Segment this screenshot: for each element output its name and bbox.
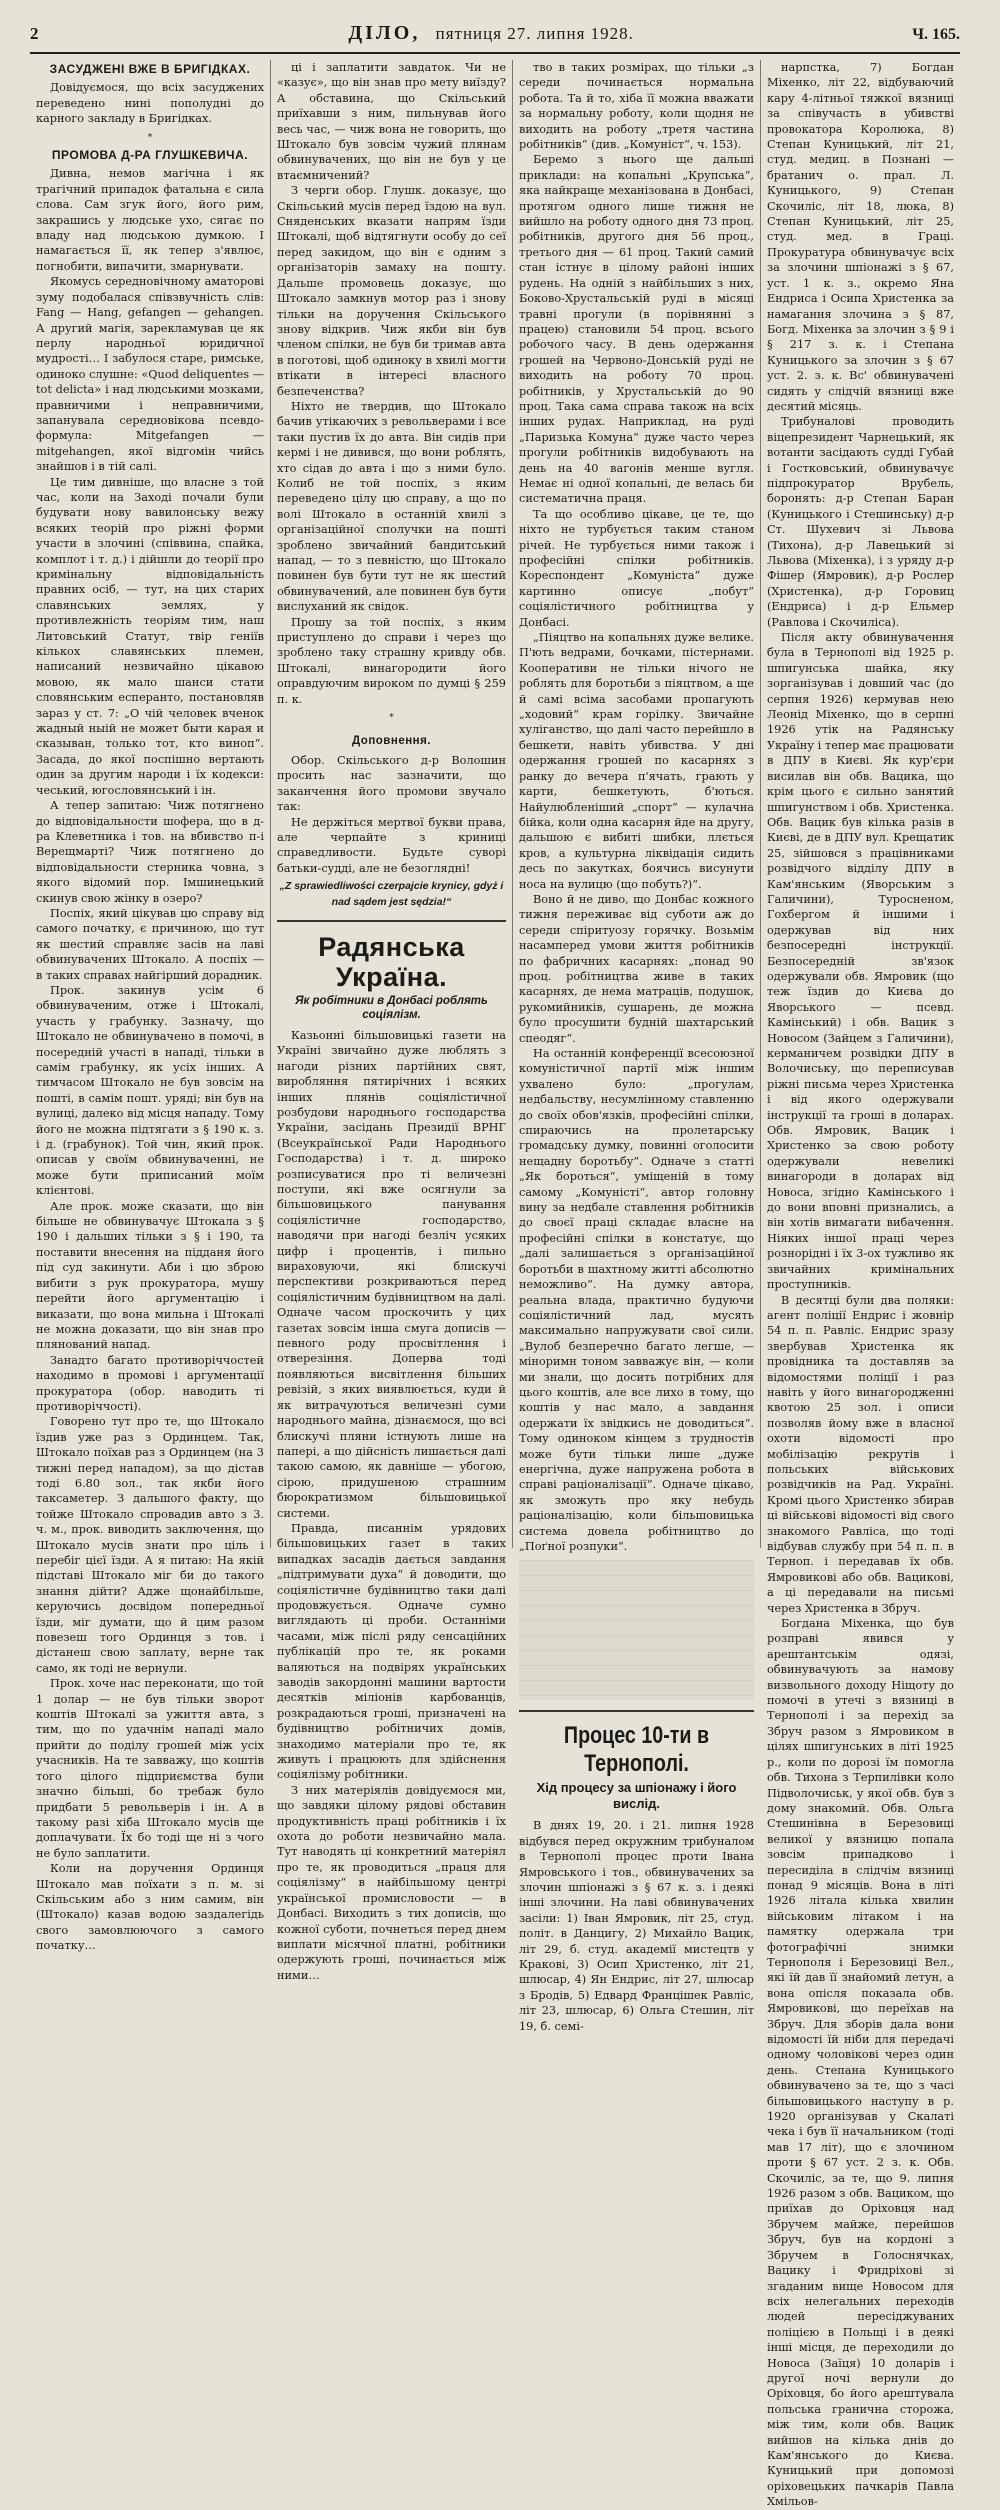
masthead-title — [70, 22, 912, 45]
latin-quote: „Z sprawiedliwości czerpajcie krynicy, gdyż i nad sądem jest sędzia!“ — [279, 880, 504, 908]
article-paragraph: В днях 19, 20. і 21. липня 1928 відбувся перед окружним трибуналом в Тернополі процес проти Івана Ямровського і тов., обвинувачених за злочин шпіонажі з § 67 к. з. і деякі інші злочини. На лаві обвинувачених засіли: 1) Іван Ямровик, літ 25, студ. політ. в Данцигу, 2) Михайло Вацик, літ 29, б. студ. академії мистецтв у Кракові, 3) Осип Христенко, літ 21, шлюсар, 4) Ян Ендрис, літ 27, шлюсар з Бродів, 5) Едвард Францішек Равліс, літ 23, шлюсар, 6) Ольга Стешин, літ 19, б. семі- — [519, 1819, 754, 2033]
issue-number: Ч. 165. — [912, 26, 960, 43]
addendum-heading: Доповнення. — [351, 735, 432, 748]
donbas-continuation — [519, 60, 754, 1554]
article-paragraph: Це тим дивніше, що власне з той час, коли на Заході почали були будувати нову вавилонську вежу всяких теорій про ріжні форми участи в злочині (співвина, спайка, комплот і т. д.) і дійшли до теорії про кримінальну відповідальність правних осіб, — тут, на цих старих славянських землях, у противлежність теоріям тим, наш Литовський Статут, твір геніїв кількох славянських племен, написаний незвичайно цікавою мовою, як мало шанси стати словянським есперанто, постановляв зараз у ст. 7: „О чій человек вченок жадный ныій не может быти карая и сказыван, только тот, кто виноп“. Засада, до якої поспішно вертають один за другим народи і їх кодекси: чеський, югословянський і ін. — [36, 475, 264, 797]
article-paragraph: З черги обор. Глушк. доказує, що Скільський мусів перед їздою на вул. Сняденських вказати напрям їзди Штокалі, щоб відтягнути особу до сеї перед закидом, що він є одним з організаторів замаху на пошту. Дальше промовець доказує, що Штокало замкнув мотор раз і знову тільки на доручення Скільського знову відкрив. Чиж якби він був членом спілки, не був би тримав авта в поготові, щоб одиноку в хвилі могти втікати в інтересі власного безпеченства? — [277, 184, 506, 398]
article-paragraph: Беремо з нього ще дальші приклади: на копальні „Крупська“, яка найкраще механізована в Донбасі, протягом одного лише тижня не вийшло на роботу одного дня 73 проц. робітників, другого дня 56 проц., третього дня — 61 проц. Такий самий стан істнує в цілому районі інших рудень. На одній з найбільших з них, Боково-Хрустальській руді в місяці травні прогули (в порівнянні з працею) становили 54 проц. всього робочого часу. В день одержання грошей на Червоно-Донській руді не виходить на роботу 70 проц. робітників, у Хрустальській до 90 проц. Така сама справа також на всіх інших рудах. Наприклад, на руді „Паризька Комуна“ дуже часто через прогули робітників видобувають на день на 40 вагонів менше вугля. Немає ні одної копальні, де велась би систематична праця. — [519, 153, 754, 506]
section-rule — [519, 1710, 754, 1712]
issue-date: пятниця 27. липня 1928. — [435, 24, 634, 43]
speech-paragraphs — [36, 166, 264, 1953]
article-paragraph: Обор. Скільського д-р Волошин просить нас зазначити, що заканчення його промови звучало так: — [277, 753, 506, 814]
article-paragraph: Та що особливо цікаве, це те, що ніхто не турбується таким станом річей. Не турбується ними також і професійні спілки робітників. Кореспондент „Комуніста“ дуже картинно описує „побут“ соціялістичного робітництва у Донбасі. — [519, 507, 754, 629]
article-paragraph: Занадто багато противоріччостей находимо в промові і аргументації прокуратора (обор. наводить ті противоріччості). — [36, 1353, 264, 1413]
article-paragraph: тво в таких розмірах, що тільки „з середи починається нормальна робота. Та й то, хіба її можна вважати за нормальну роботу, коли щодня не виходить на роботу „третя частина робітників“ (див. „Комуніст“, ч. 153). — [519, 61, 754, 152]
article-paragraph: В десятці були два поляки: агент поліції Ендрис і жовнір 54 п. п. Равліс. Ендрис зразу звербував Христенка як провідника та доставляв за відомостями поліції і раз навіть у його винагородженні квотою 25 зол. і описи позволяв йому вже в власної охоти відомості про мобілізацію рекрутів і польських військових розвідчиків на Рад. Україні. Кромі цього Христенко збирав ці військові відомості від свого знакомого Равліса, що тоді відбував службу при 54 п. п. в Терноп. і передавав їх обв. Ямровикові або обв. Вацикові, а ці передавали на письмі через Христенка в Збруч. — [767, 1293, 954, 1615]
article-paragraph: нарпстка, 7) Богдан Міхенко, літ 22, відбуваючий кару 4-літньої тяжкої вязниці за співучасть в убивстві провокатора Королюка, 8) Степан Куницький, літ 21, студ. медиц. в Познані — братанич о. прал. Л. Куницького, 9) Степан Скочиліс, літ 18, люка, 8) Степан Куницький, літ 25, студ. мед. в Граці. Прокуратура обвинувачує всіх за злочини шпіонажі з § 67, уст. 1 к. з., окремо Яна Ендриса і Осипа Христенка за намагання злочина з § 87, Богд. Міхенка за злочин з § 9 і § 217 з. к. і Степана Куницького за злочин з § 67 уст. 2. з. к. Вс' обвинувачені сидять у слідчій вязниці вже десятий місяць. — [767, 61, 954, 413]
addendum-paragraphs — [277, 753, 506, 876]
article-paragraph: А тепер запитаю: Чиж потягнено до відповідальности шофера, що в д-ра Клеветника і тов. на вбивство п-і Верещмарті? Чиж потягнено до відповідальности стерника човна, з якого відомий пор. Імшинецький скинув свою жінку в озеро? — [36, 799, 264, 905]
column-2 — [270, 60, 512, 1982]
trial-paragraphs — [519, 1818, 754, 2034]
article-subheading-trial: Хід процесу за шпіонажу і його вислід. — [536, 1780, 737, 1812]
article-paragraph: Воно й не диво, що Донбас кожного тижня переживає від суботи аж до середи спіритуозу горячку. Возьмім насамперед умови життя робітників по фабричних касарнях: „понад 90 проц. робітництва живе в таких касарнях, де нема матраців, подушок, рукомийників, сушарень, де можна було просушити будній шахтарський спеодяг“. — [519, 892, 754, 1045]
article-paragraph: На останній конференції всесоюзної комуністичної партії між іншим ухвалено було: „прогулам, недбальству, несумлінному ставленню до своїх обов'язків, професійні спілки, спираючись на пролетарську громадську думку, повинні оголосити нещадну боротьбу“. Одначе з статті „Як бороться“, уміщеній в тому самому „Комуністі“, автор головну вину за недбале ставлення робітників до своєї праці складає власне на професійні спілки в констатує, що „далі залишається з організаційної боротьби в шахтному житті абсолютно неможливо“. На думку автора, реальна влада, практично будуючи соціялістичний лад, мусять максимально напружувати свої сили. „Вулоб безперечно багато легше, — міноримн тоном завважує він, — коли ми знали, що досить потрібних для цього коштів, але все лихо в тому, що коштів у нас мало, а завдання одержати їх звідкись не доводиться“. Тому одиноком кінцем з трудностів може бути тільки лише „дуже енергічна, дуже напружена робота в справі раціоналізації“. Одначе цікаво, як зможуть про яку небудь раціоналізацію, коли більшовицька система довела робітництво до „Поґної розпуки“. — [519, 1047, 754, 1553]
article-paragraph: Прошу за той поспіх, з яким приступлено до справи і через що зроблено таку страшну кривду обв. Штокалі, винагородити його оправдуючим вироком по думці § 259 п. к. — [277, 615, 506, 706]
article-paragraph: Довідуємося, що всіх засуджених переведено нині пополудні до карного закладу в Бригідках. — [36, 81, 264, 126]
article-columns — [30, 60, 960, 2509]
article-heading-soviet-ukraine: Радянська Україна. — [318, 931, 465, 992]
article-paragraph: Поспіх, який цікував цю справу від самого початку, є причиною, що тут як шестий справляє засів на лаві обвинувачених Штокало. А поспіх — в таких справах найгірший дорадник. — [36, 906, 264, 982]
column-3 — [512, 60, 760, 2033]
article-paragraph: Ніхто не твердив, що Штокало бачив утікаючих з револьверами і все таки пустив їх до авта. Він сидів при кермі і не дивився, що вони роблять, хто сідав до авта і що з ними було. Колиб не той поспіх, з яким переведено цілу цю справу, а що по волі Штокало в останній хвилі з організаційної сполучки на пошті зроблено звичайний бандитський напад, — то з певністю, що Штокало повинен був бути тут не як шестий обвинувачений, але повинен був бути вислуханий як свідок. — [277, 399, 506, 614]
column-1 — [30, 60, 270, 1953]
section-divider-star: * — [389, 713, 394, 724]
page-number: 2 — [30, 24, 39, 43]
article-paragraph: Якомусь середновічному аматорові зуму подобалася співзвучність слів: Fang — Hang, gefangen — gehangen. А другий магія, зарекламував це як перлу народньої юридичної мудрості… І забулося старе, римське, одиноко слушне: «Quod deliquentes — tot delicta» і над людськими мозками, правничими і неправничими, запанувала середновікова псевдо-формула: Mitgefangen — mitgehangen, якої відгомін чийсь знайшов і в тій салі. — [36, 275, 264, 474]
article-paragraph: Трибуналові проводить віцепрезидент Чарнецький, як вотанти засідають судді Губай і Гостковський, обвинувачує підпрокуратор Врубель, боронять: д-р Степан Баран (Куницького і Стешинську) д-р Ст. Шухевич зі Львова (Тихона), д-р Лавецький зі Львова (Міхенка), і з уряду д-р Фішер (Ямровик), д-р Рослер (Христенка), д-р Горовиц (Ендриса) і д-р Ельмер (Равлова і Скочиліса). — [767, 415, 954, 629]
section-rule — [277, 920, 506, 922]
faded-notice-block — [519, 1560, 754, 1700]
newspaper-name: ДІЛО, — [348, 22, 421, 44]
article-heading-convicts: ЗАСУДЖЕНІ ВЖЕ В БРИГІДКАХ. — [49, 62, 251, 76]
article-heading-speech: ПРОМОВА Д-РА ГЛУШКЕВИЧА. — [51, 148, 249, 163]
article-paragraph: Говорено тут про те, що Штокало їздив уже раз з Ординцем. Так, Штокало поїхав раз з Ординцем (на 3 тижні перед нападом), за що дістав тоді 6.80 зол., так якби його таксаметер. З дальшого факту, що тойже Штокало спровадив авто з 3. ч. м., прок. виводить заключення, що Штокало мусів знати про ціль і перебіг цієї їзди. А я питаю: На якій підставі Штокало міг би до такого знання дійти? Адже щонайбільше, керуючись досвідом попередньої їзди, міг думати, що й цим разом повезеш того Ординця з тов. і дістанеш свою заплату, верне так само, як тоді не вернули. — [36, 1415, 264, 1675]
article-paragraph: Але прок. може сказати, що він більше не обвинувачує Штокала з § 190 і дальших тільки з § і 190, та поставити внесення на підданя його під суд закинути. Аби і цю зброю вибити з рук прокуратора, мушу перейти його аргументацію і виказати, що вона мильна і Штокалі не можна доказати, що він знав про плянований напад. — [36, 1199, 264, 1352]
masthead — [30, 22, 960, 54]
article-subheading-donbas: Як робітники в Донбасі роблять соціялізм. — [295, 994, 488, 1021]
article-paragraph: Казьонні більшовицькі газети на Україні звичайно дуже люблять з нагоди різних партійних свят, виробляння пятирічних і всяких інших плянів соціялістичної розбудови народнього господарства України, засідань Президії ВРНГ (Всеукраїнської Ради Народнього Господарства) і т. д. широко розписуватися про ті величезні поступи, які вже осягнули за більшовицького панування соціялістичне господарство, наводячи при нагоді безліч усяких цифр і процентів, і пильно вираховуючи, які блискучі перспективи розкриваються перед соціялістичним будівництвом на далі. Одначе часом проскочить у цих газетах зовсім інша смуга дописів — певного роду просвітлення і отверезіння. Доперва тоді появляються висвітлення більших ревізій, з яких виявлюється, куди й як витрачуються величезні суми народнього майна, дізнаємося, що всі блискучі пляни істнують лише на папері, а що дійсність лишається далі такою самою, як давніше — убогою, сірою, придушеною страшним бюрократизмом більшовицької системи. — [277, 1028, 506, 1520]
article-paragraph: Прок. хоче нас переконати, що той 1 долар — не був тільки зворот коштів Штокалі за ужиття авта, з тим, що по удачнім нападі мало прийти до поділу грошей між усіх учасників. На те завважу, що коштів того цілого підприємства були значно більші, бо требаж було придбати 5 револьверів і ін. А в такому разі хіба Штокало мусів ще доплачувати. Їх бо тоді ще ні з чого не було заплатити. — [36, 1677, 264, 1860]
article-heading-ternopil-trial: Процес 10-ти в Тернополі. — [563, 1722, 710, 1778]
trial-continuation — [767, 60, 954, 2510]
article-paragraph: „Піяцтво на копальнях дуже велике. П'ють ведрами, бочками, пістернами. Кооперативи не тільки нічого не роблять для боротьби з піяцтвом, а ще й самі всіма засобами пропагують „ходовий“ крам горілку. Звичайне хуліганство, що далі часто перейшло в бешкети, навіть убивства. У дні одержання грошей по касарнях з ранку до вечера п'ячать, грають у карти, бешкетують, б'ються. Найулюбленіший „спорт“ — кулачна бійка, коли одна касарня йде на другу, дальшою є вибиті шибки, ллється кров, а культурна ліквідація сидить десь по закутках, боячись висунути носа на вулицю (що побуть?)“. — [519, 631, 754, 891]
article-paragraph: Прок. закинув усім 6 обвинуваченим, отже і Штокалі, участь у грабунку. Зазначу, що Штокало не обвинувачено в помочі, в посередній участі в нападі, тільки в самім грабунку, як усіх інших. А тимчасом Штокало не був зовсім на пошті, в самім пошт. уряді; він був на вулиці, далеко від місця нападу. Тому його не можна підтягати з § 190 к. з. і д. (грабунок). Той чин, який прок. описав у своїм обвинуваченні, не може бути приписаний моїм клієнтові. — [36, 983, 264, 1198]
article-paragraph: Після акту обвинувачення була в Тернополі від 1925 р. шпигунська шайка, яку зорганізував і довший час (до серпня 1926) кермував нею Леонід Міхенко, що в серпні 1926 утік на Радянську Україну і тепер має працювати в ДПУ в Києві. Як кур'єри висилав він обв. Вацика, що крім цього є сильно занятий шпигунством і обв. Христенка. Обв. Вацик був кілька разів в Києві, де в ДПУ вул. Крещатик 25, зійшовся з працівниками розвідчого відділу ДПУ в Кам'янським (Яворським з Галичини), Туросненом, Гохбергом й іншими і одержував від них безпосередні інструкції. Безпосередній зв'язок одержували обв. Ямровик (що теж їздив до Києва до Яворського — псевд. Камінський) і обв. Вацик з Новосом (Зайцем з Галичини), керманичем розвідки ДПУ в Волочиську, що переписував ріжні письма через Христенка і від якого одержували інструкції та гроші в доларах. Обв. Ямровик, Вацик і Христенко за свою роботу одержували невеликі винагороди в доларах від Новоса, згідно Камінського і до вони вповні признались, а він хотів вимагати вибачення. Ніяких іншої праці через рознорідні і їх 3-ох тужливо як звичайних кримінальних проступників. — [767, 631, 954, 1292]
column-4 — [760, 60, 960, 2509]
article-paragraph: З них матеріялів довідуємося ми, що завдяки цілому рядові обставин продуктивність праці робітників і їх охота до роботи незвичайно мала. Тут наводять ці конкретний матеріял про те, як проводиться „праця для соціялізму“ в найбільшому центрі української промисловости — в Донбасі. Виходить з тих дописів, що кожної суботи, почнеться перед днем виплати місячної платні, робітники одержують гроші, починається між ними… — [277, 1783, 506, 1982]
speech-continuation — [277, 60, 506, 707]
donbas-paragraphs — [277, 1028, 506, 1983]
article-paragraph: Правда, писаннім урядових більшовицьких газет в таких випадках засадів дається завдання „підтримувати духа“ й доводити, що соціялістичне будівництво таки далі продовжується. Одначе сумно виглядають ці проби. Останніми часами, між післі ряду сенсаційних публікацій про те, як роками валяються на подвірях українських заводів закордонні машини вартости десятків міліонів карбованців, розкрадаються гроші, призначені на будівництво робітничих домів, знаходимо матеріали про те, як живуть і працюють для здійснення соціялізму робітники. — [277, 1521, 506, 1782]
article-paragraph: Не держіться мертвої букви права, але черпайте з криниці справедливости. Будьте суворі батьки-судді, але не безоглядні! — [277, 815, 506, 875]
section-divider-star: * — [147, 132, 153, 143]
article-paragraph: Богдана Міхенка, що був розправі явився у арештантськім одязі, обвинувачують за намову визвольного доходу Ніщоту до помочі в утечі з вязниці в Тернополі і за перехід за Збруч разом з Ямровиком в цілях шпигунських в літі 1925 р., коли по дорозі їм помогла обв. Тихона з Терпилівки коло Підволочиськ, у якої обв. був з дому знакомий. Обв. Ольга Стешинівна в Березовиці великої у вязницю попала зовсім припадково і пересиділа в слідчім вязниці понад 9 місяців. Вона в літі 1926 літала кілька хвилин військовим літаком і на памятку одержала три фотографічні знимки Тернополя і Березовиці Вел., які їй дав її знайомий летун, а вона опісля показала обв. Ямровикові, що переїхав на Збруч. Для зборів дала вони відомості їй ніби для передачі одному чоловікові через один день. Степана Куницького обвинувачено за те, що з часі більшовицького наступу в р. 1920 організував у Скалаті чека і був її начальником (тоді мав 17 літ), що є злочином проти § 67 уст. 2 з. к. Обв. Скочиліс, за те, що 9. липня 1926 разом з обв. Вациком, що приїхав до Оріховця над Збручем майже, перейшов Збруч, був на кордоні з Збручем в Голоснячках, Вацику і Фридріхові зі згаданим вище Новосом для всіх нелегальних переходів людей пересіджуваних поліцією в Польщі і в деякі інші місця, де переходили до Новоса (Заїця) 10 доларів і другої ночі вернули до Оріховця, бо його арештувала польська гранична сторожа, між тим, коли обв. Вацик вийшов на кілька днів до Кам'янського до Києва. Куницький при допомозі оріховецьких пачкарів Павла Хмільов- — [767, 1617, 954, 2509]
article-paragraph: Дивна, немов магічна і як трагічний припадок фатальна є сила слова. Сам згук його, його рим, закрашись у людське ухо, сягає по владу над людською думкою. І намагається її, як тепер з'явлює, погнобити, випачити, змарнувати. — [36, 167, 264, 273]
article-paragraph: ці і заплатити завдаток. Чи не «казує», що він знав про мету виїзду? А обставина, що Скільський приїхавши з ним, пильнував його весь час, — чиж вона не говорить, що Штокало був зовсім чужий плянам обвинувачених, що він не був у це втаємничений? — [277, 61, 506, 182]
article-paragraph: Коли на доручення Ординця Штокало мав поїхати з п. м. зі Скільським або з ним самим, він (Штокало) казав водою заздалегідь свого замовлюючого з самого початку… — [36, 1862, 264, 1953]
